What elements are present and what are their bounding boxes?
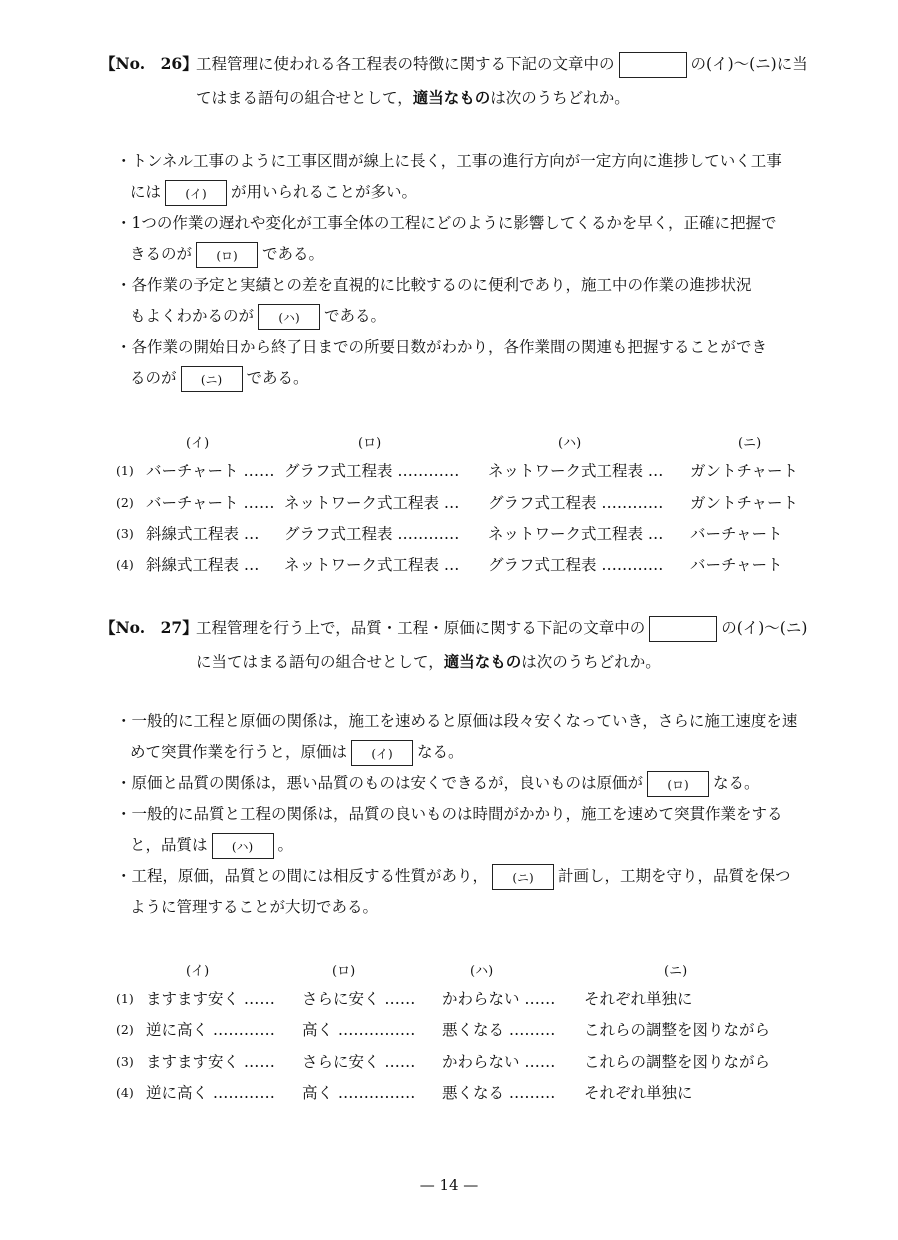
q26-prompt-line1: 工程管理に使われる各工程表の特徴に関する下記の文章中の の(イ)～(ニ)に当 — [196, 48, 808, 80]
exam-page: 【No. 26】 工程管理に使われる各工程表の特徴に関する下記の文章中の の(イ)～(ニ)に当 てはまる語句の組合せとして，適当なものは次のうちどれか。 ・トンネル工事のように工事区間が線上に長く，工事の進行方向が一定方向に進捗していく工事 には (イ) が用いられることが多い。 ・1つの作業の遅れや変化が工事全体の工程にどのように影響してくるかを早く，正確に把握で きるのが (ロ) である。 ・各作業の予定と実績との差を直視的に比較するのに便利であり，施工中の作業の進捗状況 もよくわかるのが (ハ) である。 ・各作業の開始日から終了日までの所要日数がわかり，各作業間の関連も把握することができ るのが (ニ) である。 (イ) (ロ) (ハ) (ニ) (1) バーチャート …… グラフ式工程表 ………… ネットワーク式工程表 … ガントチャート (2) バーチャート …… ネットワーク式工程表 … グラフ式工程表 ………… ガントチャート (3) 斜線式工程表 … グラフ式工程表 ………… ネットワーク式工程表 … バーチャート (4) 斜線式工程表 … ネットワーク式工程表 … グラフ式工程表 ………… バーチャート 【No. 27】 工程管理を行う上で，品質・工程・原価に関する下記の文章中の の(イ)～(ニ) に当てはまる語句の組合せとして，適当なものは次のうちどれか。 ・一般的に工程と原価の関係は，施工を速めると原価は段々安くなっていき，さらに施工速度を速 めて突貫作業を行うと，原価は (イ) なる。 ・原価と品質の関係は，悪い品質のものは安くできるが，良いものは原価が (ロ) なる。 ・一般的に品質と工程の関係は，品質の良いものは時間がかかり，施工を速めて突貫作業をする と，品質は (ハ) 。 ・工程，原価，品質との間には相反する性質があり， (ニ) 計画し，工期を守り，品質を保つ ように管理することが大切である。 (イ) (ロ) (ハ) (ニ) (1) ますます安く …… さらに安く …… かわらない …… それぞれ単独に (2) 逆に高く ………… 高く …………… 悪くなる ……… これらの調整を図りながら (3) ますます安く …… さらに安く …… かわらない …… これらの調整を図りながら (4) 逆に高く ………… 高く …………… 悪くなる ……… それぞれ単独に — 14 — — [0, 0, 898, 1240]
blank-ha: (ハ) — [212, 833, 274, 859]
blank-ni: (ニ) — [181, 366, 243, 392]
blank-ro: (ロ) — [647, 771, 709, 797]
q26-bullet-4: ・各作業の開始日から終了日までの所要日数がわかり，各作業間の関連も把握することができ るのが (ニ) である。 — [116, 332, 806, 394]
q27-bullet-4: ・工程，原価，品質との間には相反する性質があり， (ニ) 計画し，工期を守り，品質を保つ ように管理することが大切である。 — [116, 861, 806, 923]
blank-ni: (ニ) — [492, 864, 554, 890]
q26-bullet-3: ・各作業の予定と実績との差を直視的に比較するのに便利であり，施工中の作業の進捗状況 もよくわかるのが (ハ) である。 — [116, 270, 806, 332]
blank-i: (イ) — [165, 180, 227, 206]
q27-col-header-ro: (ロ) — [332, 964, 356, 979]
q26-prompt-line2: てはまる語句の組合せとして，適当なものは次のうちどれか。 — [196, 88, 630, 107]
q26-number: 【No. 26】 — [100, 54, 198, 73]
q27-col-header-i: (イ) — [186, 964, 210, 979]
q27-bullet-1: ・一般的に工程と原価の関係は，施工を速めると原価は段々安くなっていき，さらに施工速度を速 めて突貫作業を行うと，原価は (イ) なる。 — [116, 706, 806, 768]
q27-prompt-line2: に当てはまる語句の組合せとして，適当なものは次のうちどれか。 — [196, 652, 661, 671]
q26-bullet-2: ・1つの作業の遅れや変化が工事全体の工程にどのように影響してくるかを早く，正確に把握で きるのが (ロ) である。 — [116, 208, 806, 270]
blank-i: (イ) — [351, 740, 413, 766]
page-number: — 14 — — [419, 1176, 479, 1194]
blank-ro: (ロ) — [196, 242, 258, 268]
q27-col-header-ni: (ニ) — [664, 964, 688, 979]
q26-col-header-ha: (ハ) — [558, 436, 582, 451]
emphasis-text: 適当なもの — [412, 88, 491, 107]
q27-bullet-3: ・一般的に品質と工程の関係は，品質の良いものは時間がかかり，施工を速めて突貫作業をする と，品質は (ハ) 。 — [116, 799, 806, 861]
q26-prompt-blank — [619, 52, 687, 78]
q27-col-header-ha: (ハ) — [470, 964, 494, 979]
q26-bullet-1: ・トンネル工事のように工事区間が線上に長く，工事の進行方向が一定方向に進捗していく工事 には (イ) が用いられることが多い。 — [116, 146, 806, 208]
emphasis-text: 適当なもの — [443, 652, 522, 671]
q26-col-header-ro: (ロ) — [358, 436, 382, 451]
q26-col-header-ni: (ニ) — [738, 436, 762, 451]
blank-ha: (ハ) — [258, 304, 320, 330]
q27-prompt-line1: 工程管理を行う上で，品質・工程・原価に関する下記の文章中の の(イ)～(ニ) — [196, 612, 807, 644]
q27-number: 【No. 27】 — [100, 618, 198, 637]
q26-col-header-i: (イ) — [186, 436, 210, 451]
q27-prompt-blank — [649, 616, 717, 642]
q27-bullet-2: ・原価と品質の関係は，悪い品質のものは安くできるが，良いものは原価が (ロ) なる。 — [116, 768, 806, 799]
